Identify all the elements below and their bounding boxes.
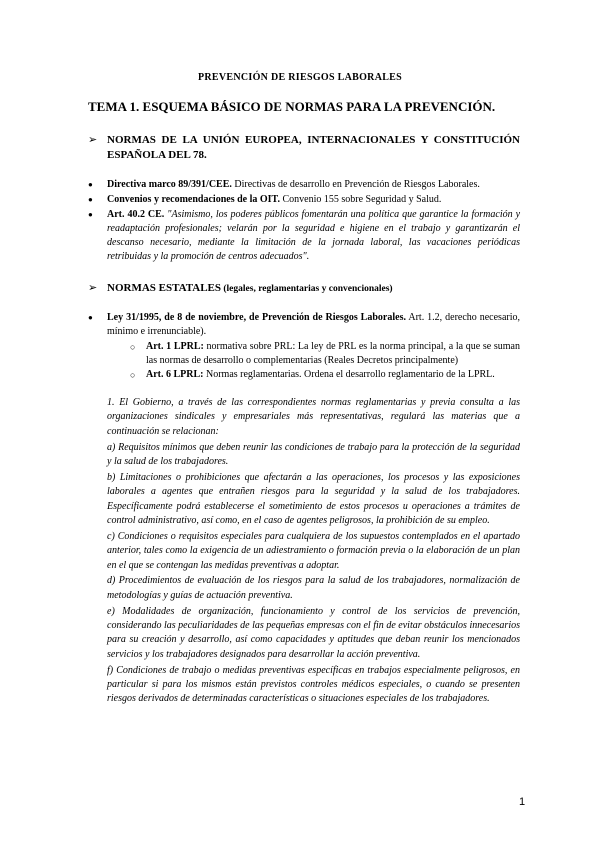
list-item xyxy=(88,178,520,192)
subitem-bold: Art. 1 LPRL: xyxy=(146,341,204,352)
subitem-text: normativa sobre PRL: La ley de PRL es la norma principal, a la que se suman las normas de desarrollo o complementarias (Reales Decretos principalmente) xyxy=(146,341,520,366)
item-text: Art. 1.2, derecho necesario, mínimo e irrenunciable). xyxy=(107,312,520,337)
sub-list-item xyxy=(130,368,520,382)
item-bold: Ley 31/1995, de 8 de noviembre, de Prevención de Riesgos Laborales. xyxy=(107,312,406,323)
list-item xyxy=(88,311,520,339)
circle-bullet-icon: ○ xyxy=(130,370,136,380)
bullet-icon: ● xyxy=(88,195,93,204)
circle-bullet-icon: ○ xyxy=(130,342,136,352)
section2-heading xyxy=(88,281,520,297)
section2-list xyxy=(88,311,520,340)
item-quote: "Asimismo, los poderes públicos fomentarán una política que garantice la formación y readaptación profesionales; velarán por la seguridad e higiene en el trabajo y garantizarán el descanso necesario, mediante la limitación de la jornada laboral, las vacaciones periódicas retribuidas y la promoción de centros adecuados". xyxy=(107,209,521,262)
section1-list xyxy=(88,178,520,265)
section1-heading-text: NORMAS DE LA UNIÓN EUROPEA, INTERNACIONALES Y CONSTITUCIÓN ESPAÑOLA DEL 78. xyxy=(107,134,520,161)
item-text: Convenio 155 sobre Seguridad y Salud. xyxy=(279,194,442,205)
art6-quote xyxy=(107,396,520,708)
list-item xyxy=(88,208,520,264)
section1-heading xyxy=(88,133,520,163)
bullet-icon: ● xyxy=(88,180,93,189)
arrow-bullet-icon: ➢ xyxy=(88,282,98,294)
list-item xyxy=(88,193,520,207)
item-bold: Art. 40.2 CE. xyxy=(107,209,165,220)
quote-paragraph: f) Condiciones de trabajo o medidas preventivas específicas en trabajos especialmente peligrosos, en particular si para los mismos están previstos controles médicos especiales, o cuando se presenten riesgos derivados de determinadas características o situaciones especiales de los trabajadores. xyxy=(107,664,520,705)
subitem-bold: Art. 6 LPRL: xyxy=(146,369,204,380)
arrow-bullet-icon: ➢ xyxy=(88,134,98,146)
item-bold: Directiva marco 89/391/CEE. xyxy=(107,179,232,190)
tema-title: TEMA 1. ESQUEMA BÁSICO DE NORMAS PARA LA PREVENCIÓN. xyxy=(88,99,496,114)
quote-paragraph: d) Procedimientos de evaluación de los riesgos para la salud de los trabajadores, normalización de metodologías y guías de actuación preventiva. xyxy=(107,575,520,601)
bullet-icon: ● xyxy=(88,210,93,219)
section2-heading-bold: NORMAS ESTATALES xyxy=(107,282,221,294)
document-title: PREVENCIÓN DE RIESGOS LABORALES xyxy=(197,72,403,83)
sub-list-item xyxy=(130,340,520,368)
section2-heading-rest: (legales, reglamentarias y convencionales) xyxy=(221,284,393,294)
item-bold: Convenios y recomendaciones de la OIT. xyxy=(107,194,280,205)
bullet-icon: ● xyxy=(88,313,93,322)
quote-paragraph: 1. El Gobierno, a través de las correspondientes normas reglamentarias y previa consulta a las organizaciones sindicales y empresariales más representativas, regulará las materias que a continuación se relacionan: xyxy=(107,397,520,437)
item-text: Directivas de desarrollo en Prevención de Riesgos Laborales. xyxy=(231,179,480,190)
quote-paragraph: c) Condiciones o requisitos especiales para cualquiera de los supuestos contemplados en el apartado anterior, tales como la exigencia de un adiestramiento o formación previa o la elaboración de un plan en el que se contengan las medidas preventivas a adoptar. xyxy=(107,530,520,571)
quote-paragraph: b) Limitaciones o prohibiciones que afectarán a las operaciones, los procesos y las exposiciones laborales a agentes que entrañen riesgos para la seguridad y la salud de los trabajadores. Específicamente podrá establecerse el sometimiento de estos procesos u operaciones a trámites de control administrativo, así como, en el caso de agentes peligrosos, la prohibición de su empleo. xyxy=(107,471,520,527)
page-number: 1 xyxy=(519,796,526,808)
quote-paragraph: a) Requisitos mínimos que deben reunir las condiciones de trabajo para la protección de la seguridad y la salud de los trabajadores. xyxy=(107,441,520,468)
ley-subitems xyxy=(130,340,520,382)
quote-paragraph: e) Modalidades de organización, funcionamiento y control de los servicios de prevención, considerando las peculiaridades de las pequeñas empresas con el fin de evitar obstáculos innecesarios para su creación y desarrollo, así como capacidades y aptitudes que deban reunir los mencionados servicios y los trabajadores designados para desarrollar la acción preventiva. xyxy=(107,605,520,660)
subitem-text: Normas reglamentarias. Ordena el desarrollo reglamentario de la LPRL. xyxy=(203,369,495,380)
